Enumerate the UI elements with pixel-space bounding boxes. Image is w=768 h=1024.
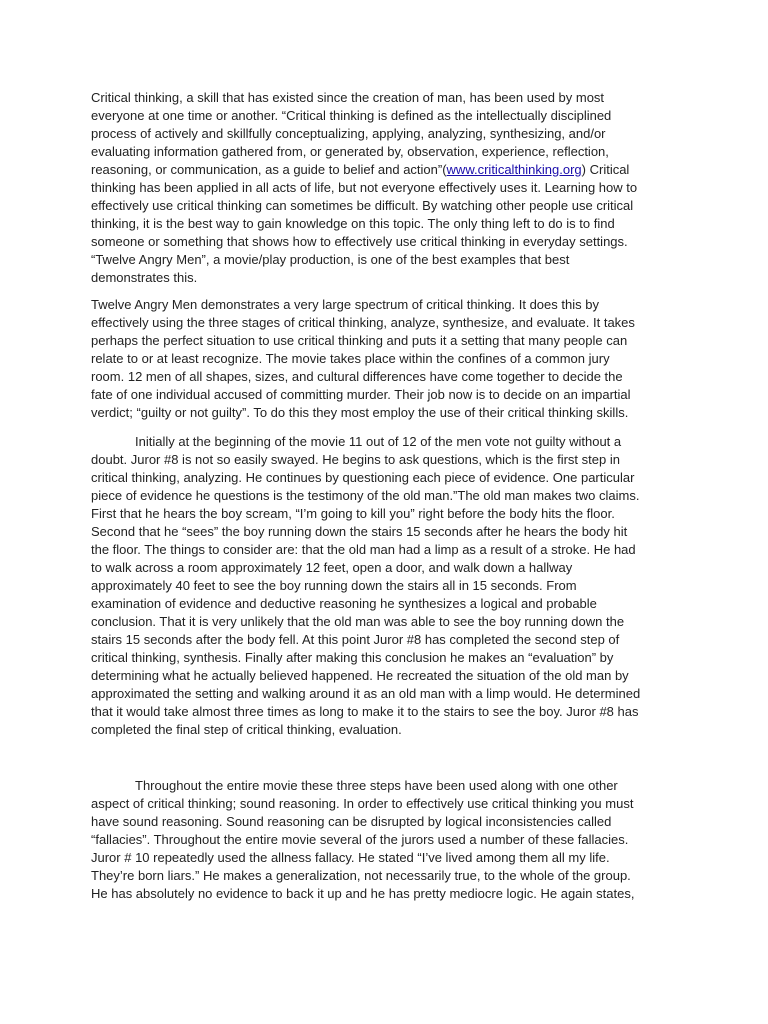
text-line: thinking has been applied in all acts of life, but not everyone effectively uses it. Learning how to — [91, 180, 638, 195]
text-line: effectively use critical thinking can sometimes be difficult. By watching other people use critical — [91, 198, 634, 213]
text-line: verdict; “guilty or not guilty”. To do this they most employ the use of their critical thinking skills. — [91, 405, 629, 420]
text-line: Initially at the beginning of the movie 11 out of 12 of the men vote not guilty without a — [135, 434, 622, 449]
text-line: relate to or at least recognize. The movie takes place within the confines of a common jury — [91, 351, 610, 366]
text-line: demonstrates this. — [91, 270, 198, 285]
text-line: have sound reasoning. Sound reasoning can be disrupted by logical inconsistencies called — [91, 814, 612, 829]
text-line: They’re born liars.” He makes a generalization, not necessarily true, to the whole of the group. — [91, 868, 631, 883]
text-line: “fallacies”. Throughout the entire movie several of the jurors used a number of these fallacies. — [91, 832, 629, 847]
paragraph-introduction — [91, 89, 691, 287]
text-line: that it would take almost three times as long to make it to the stairs to see the boy. Juror #8 has — [91, 704, 639, 719]
text-line: Twelve Angry Men demonstrates a very large spectrum of critical thinking. It does this by — [91, 297, 599, 312]
text-line: critical thinking, analyzing. He continues by questioning each piece of evidence. One particular — [91, 470, 635, 485]
text-segment: reasoning, or communication, as a guide to belief and action”( — [91, 162, 447, 177]
text-line: critical thinking, synthesis. Finally after making this conclusion he makes an “evaluation” by — [91, 650, 614, 665]
text-line: someone or something that shows how to effectively use critical thinking in everyday settings. — [91, 234, 628, 249]
text-line: everyone at one time or another. “Critical thinking is defined as the intellectually disciplined — [91, 108, 612, 123]
text-line: approximately 40 feet to see the boy running down the stairs all in 15 seconds. From — [91, 578, 577, 593]
text-line: Juror # 10 repeatedly used the allness fallacy. He stated “I’ve lived among them all my life. — [91, 850, 610, 865]
text-line: process of actively and skillfully conceptualizing, applying, analyzing, synthesizing, and/or — [91, 126, 606, 141]
text-line: First that he hears the boy scream, “I’m going to kill you” right before the body hits the floor. — [91, 506, 615, 521]
criticalthinking-link[interactable]: www.criticalthinking.org — [446, 162, 582, 177]
text-line: perhaps the perfect situation to use critical thinking and puts it a setting that many people can — [91, 333, 628, 348]
text-line: doubt. Juror #8 is not so easily swayed. He begins to ask questions, which is the first step in — [91, 452, 620, 467]
paragraph-sound-reasoning — [91, 777, 691, 903]
text-line: evaluating information gathered from, or generated by, observation, experience, reflection, — [91, 144, 609, 159]
text-line: piece of evidence he questions is the testimony of the old man.”The old man makes two claims. — [91, 488, 640, 503]
text-line: room. 12 men of all shapes, sizes, and cultural differences have come together to decide the — [91, 369, 623, 384]
text-line: He has absolutely no evidence to back it up and he has pretty mediocre logic. He again states, — [91, 886, 635, 901]
text-line: approximated the setting and walking around it as an old man with a limp would. He determined — [91, 686, 641, 701]
text-line: the floor. The things to consider are: that the old man had a limp as a result of a stroke. He had — [91, 542, 636, 557]
text-line: fate of one individual accused of committing murder. Their job now is to decide on an impartial — [91, 387, 631, 402]
text-line: Second that he “sees” the boy running down the stairs 15 seconds after he hears the body hit — [91, 524, 628, 539]
text-line: “Twelve Angry Men”, a movie/play production, is one of the best examples that best — [91, 252, 570, 267]
text-line: stairs 15 seconds after the body fell. At this point Juror #8 has completed the second step of — [91, 632, 620, 647]
text-line: aspect of critical thinking; sound reasoning. In order to effectively use critical thinking you must — [91, 796, 634, 811]
paragraph-spectrum — [91, 296, 691, 422]
text-line: conclusion. That it is very unlikely that the old man was able to see the boy running down the — [91, 614, 625, 629]
text-line: determining what he actually believed happened. He recreated the situation of the old man by — [91, 668, 629, 683]
paragraph-juror-eight — [91, 433, 691, 739]
text-segment: ) Critical — [581, 162, 630, 177]
text-line: examination of evidence and deductive reasoning he synthesizes a logical and probable — [91, 596, 597, 611]
text-line: thinking, it is the best way to gain knowledge on this topic. The only thing left to do is to find — [91, 216, 615, 231]
text-line: completed the final step of critical thinking, evaluation. — [91, 722, 402, 737]
text-line — [91, 161, 691, 179]
text-line: Throughout the entire movie these three steps have been used along with one other — [135, 778, 618, 793]
text-line: effectively using the three stages of critical thinking, analyze, synthesize, and evaluate. It takes — [91, 315, 635, 330]
text-line: Critical thinking, a skill that has existed since the creation of man, has been used by most — [91, 90, 605, 105]
text-line: to walk across a room approximately 12 feet, open a door, and walk down a hallway — [91, 560, 573, 575]
